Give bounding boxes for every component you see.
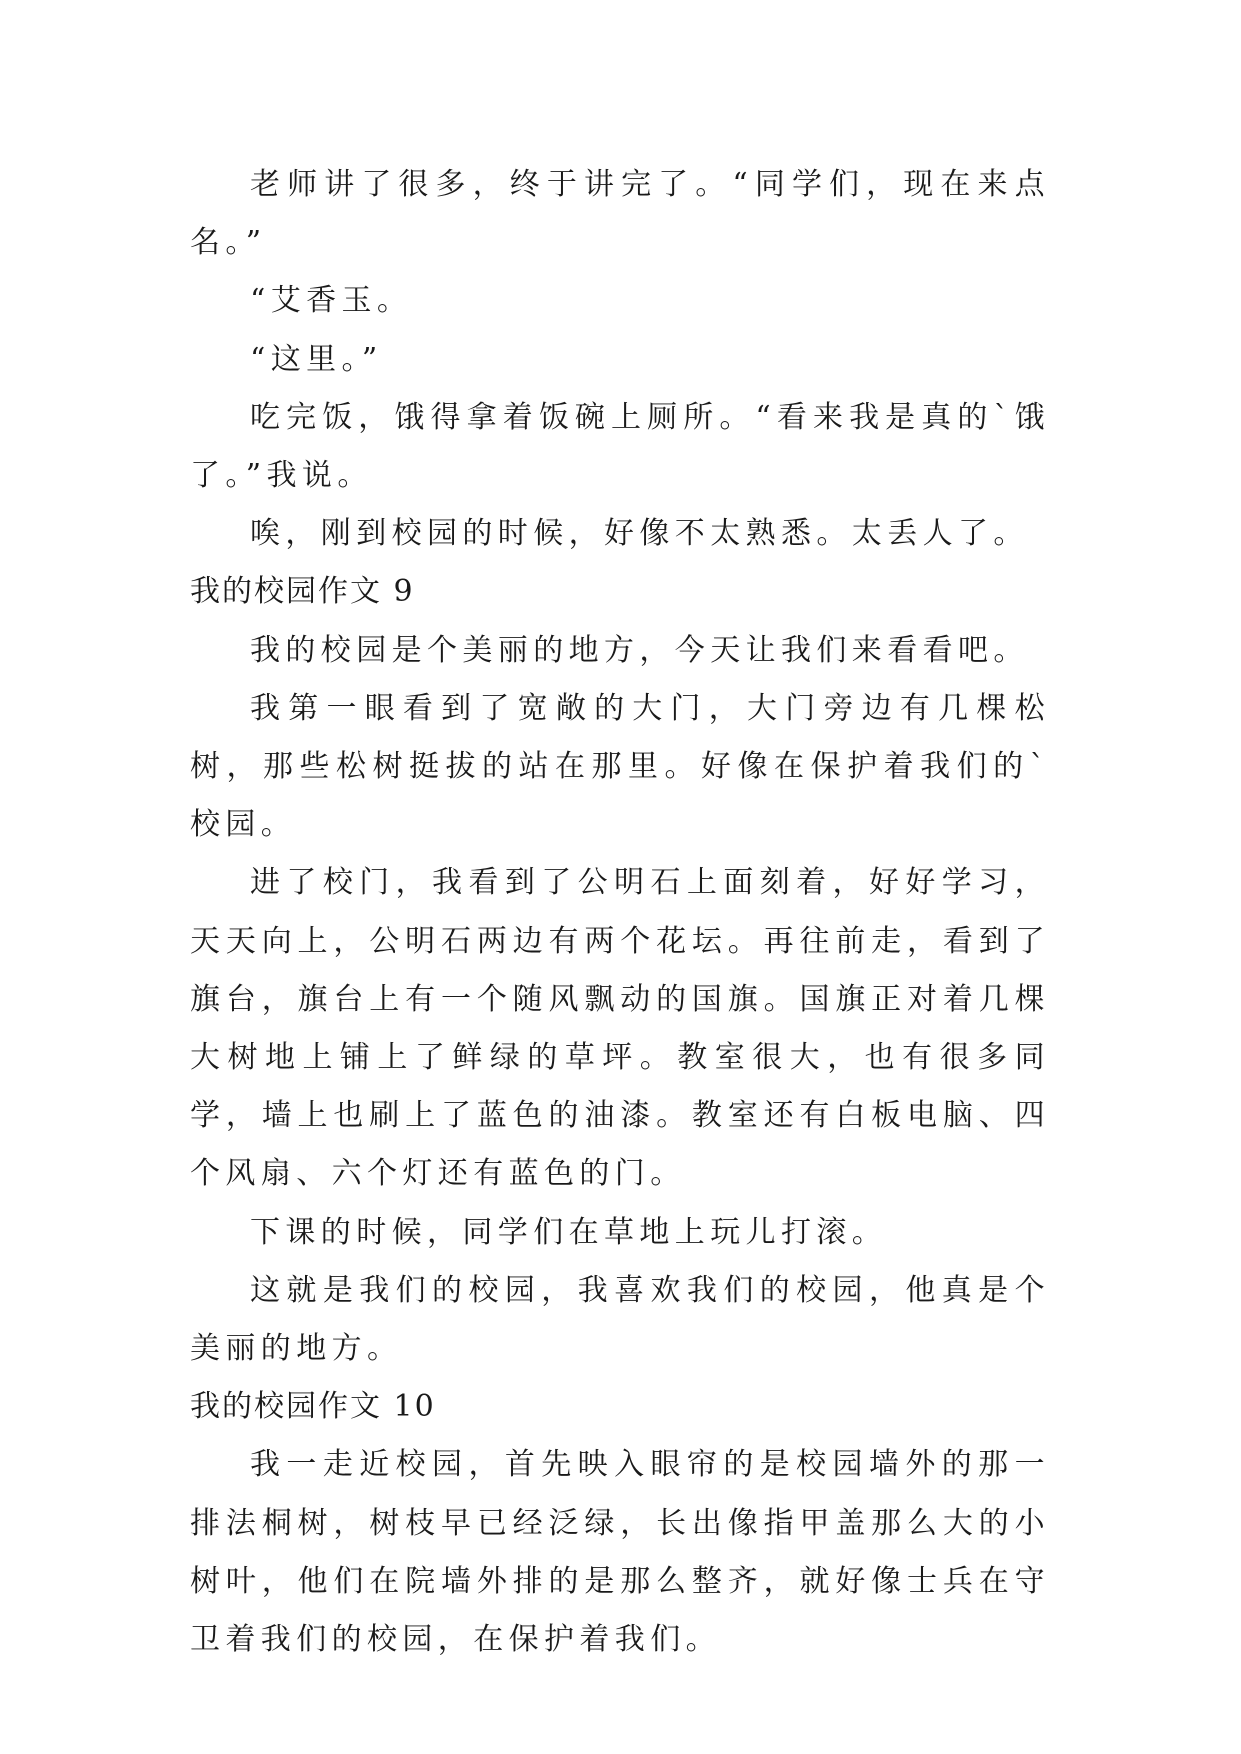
- paragraph: 我第一眼看到了宽敞的大门，大门旁边有几棵松树，那些松树挺拔的站在那里。好像在保护着我们的`校园。: [190, 690, 1050, 843]
- paragraph: 这就是我们的校园，我喜欢我们的校园，他真是个美丽的地方。: [190, 1272, 1050, 1367]
- paragraph: 进了校门，我看到了公明石上面刻着，好好学习，天天向上，公明石两边有两个花坛。再往前走，看到了旗台，旗台上有一个随风飘动的国旗。国旗正对着几棵大树地上铺上了鲜绿的草坪。教室很大，也有很多同学，墙上也刷上了蓝色的油漆。教室还有白板电脑、四个风扇、六个灯还有蓝色的门。: [190, 865, 1050, 1192]
- paragraph: 下课的时候，同学们在草地上玩儿打滚。: [250, 1214, 888, 1250]
- paragraph: “艾香玉。: [250, 283, 413, 319]
- paragraph: 我的校园是个美丽的地方，今天让我们来看看吧。: [250, 632, 1029, 668]
- essay-text: [190, 156, 1050, 1669]
- section-heading: 我的校园作文 10: [190, 1389, 436, 1425]
- paragraph: 唉，刚到校园的时候，好像不太熟悉。太丢人了。: [250, 516, 1029, 552]
- paragraph: 我一走近校园，首先映入眼帘的是校园墙外的那一排法桐树，树枝早已经泛绿，长出像指甲盖那么大的小树叶，他们在院墙外排的是那么整齐，就好像士兵在守卫着我们的校园，在保护着我们。: [190, 1447, 1050, 1658]
- section-heading: 我的校园作文 9: [190, 574, 415, 610]
- paragraph: “这里。”: [250, 341, 383, 377]
- paragraph: 吃完饭，饿得拿着饭碗上厕所。“看来我是真的`饿了。”我说。: [190, 399, 1050, 494]
- paragraph: 老师讲了很多，终于讲完了。“同学们，现在来点名。”: [190, 167, 1050, 261]
